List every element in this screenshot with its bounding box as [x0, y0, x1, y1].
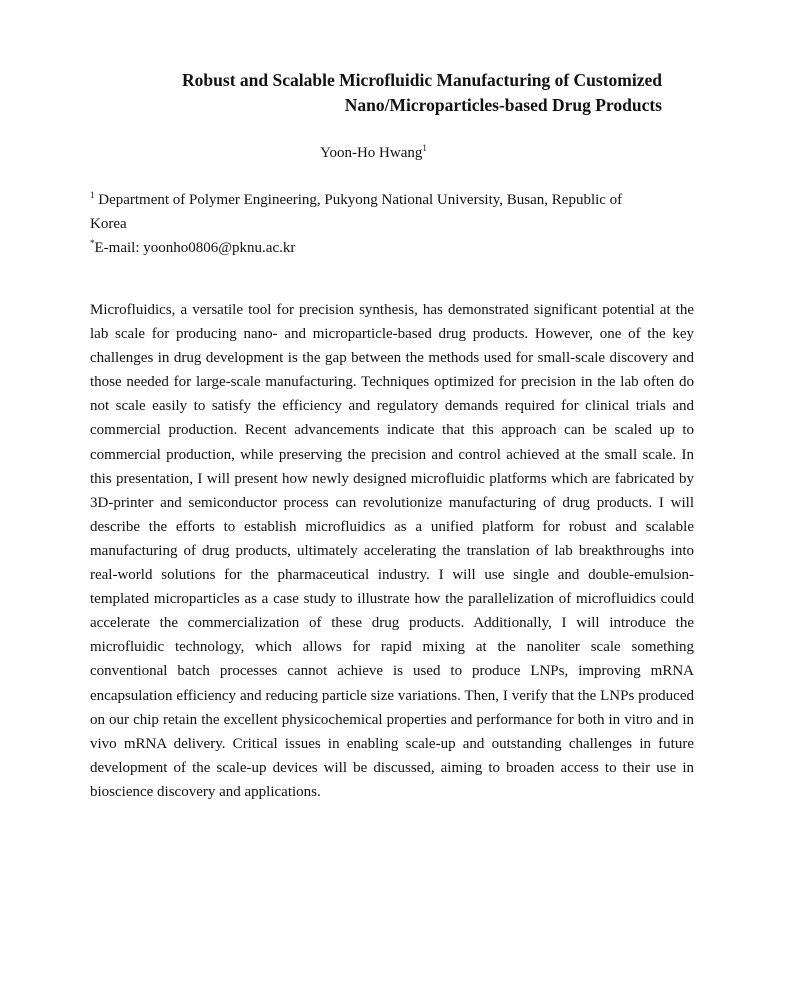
- affiliation-text-1: Department of Polymer Engineering, Pukyong National University, Busan, Republic of: [98, 192, 623, 208]
- affiliation-block: [90, 188, 690, 260]
- email-text: E-mail: yoonho0806@pknu.ac.kr: [94, 240, 296, 256]
- title-line-2: Nano/Microparticles-based Drug Products: [344, 95, 662, 115]
- author-line: [0, 143, 747, 163]
- affiliation-mark: 1: [90, 190, 95, 200]
- paper-title: [60, 68, 662, 118]
- author-name: Yoon-Ho Hwang: [320, 145, 423, 161]
- author-affiliation-mark: 1: [422, 143, 427, 153]
- email-line: [90, 236, 690, 260]
- affiliation-line-1: [90, 188, 690, 212]
- title-line-1: Robust and Scalable Microfluidic Manufacturing of Customized: [182, 70, 662, 90]
- email-mark: *: [90, 238, 95, 248]
- abstract-paragraph: Microfluidics, a versatile tool for precision synthesis, has demonstrated significant potential at the lab scale for producing nano- and microparticle-based drug products. However, one of the key challenges in drug development is the gap between the methods used for small-scale discovery and those needed for large-scale manufacturing. Techniques optimized for precision in the lab often do not scale easily to satisfy the efficiency and regulatory demands required for clinical trials and commercial production. Recent advancements indicate that this approach can be scaled up to commercial production, while preserving the precision and control achieved at the small scale. In this presentation, I will present how newly designed microfluidic platforms which are fabricated by 3D-printer and semiconductor process can revolutionize manufacturing of drug products. I will describe the efforts to establish microfluidics as a unified platform for robust and scalable manufacturing of drug products, ultimately accelerating the translation of lab breakthroughs into real-world solutions for the pharmaceutical industry. I will use single and double-emulsion-templated microparticles as a case study to illustrate how the parallelization of microfluidics could accelerate the commercialization of these drug products. Additionally, I will introduce the microfluidic technology, which allows for rapid mixing at the nanoliter scale something conventional batch processes cannot achieve is used to produce LNPs, improving mRNA encapsulation efficiency and reducing particle size variations. Then, I verify that the LNPs produced on our chip retain the excellent physicochemical properties and performance for both in vitro and in vivo mRNA delivery. Critical issues in enabling scale-up and outstanding challenges in future development of the scale-up devices will be discussed, aiming to broaden access to their use in bioscience discovery and applications.: [90, 302, 694, 800]
- affiliation-line-2: Korea: [90, 216, 127, 232]
